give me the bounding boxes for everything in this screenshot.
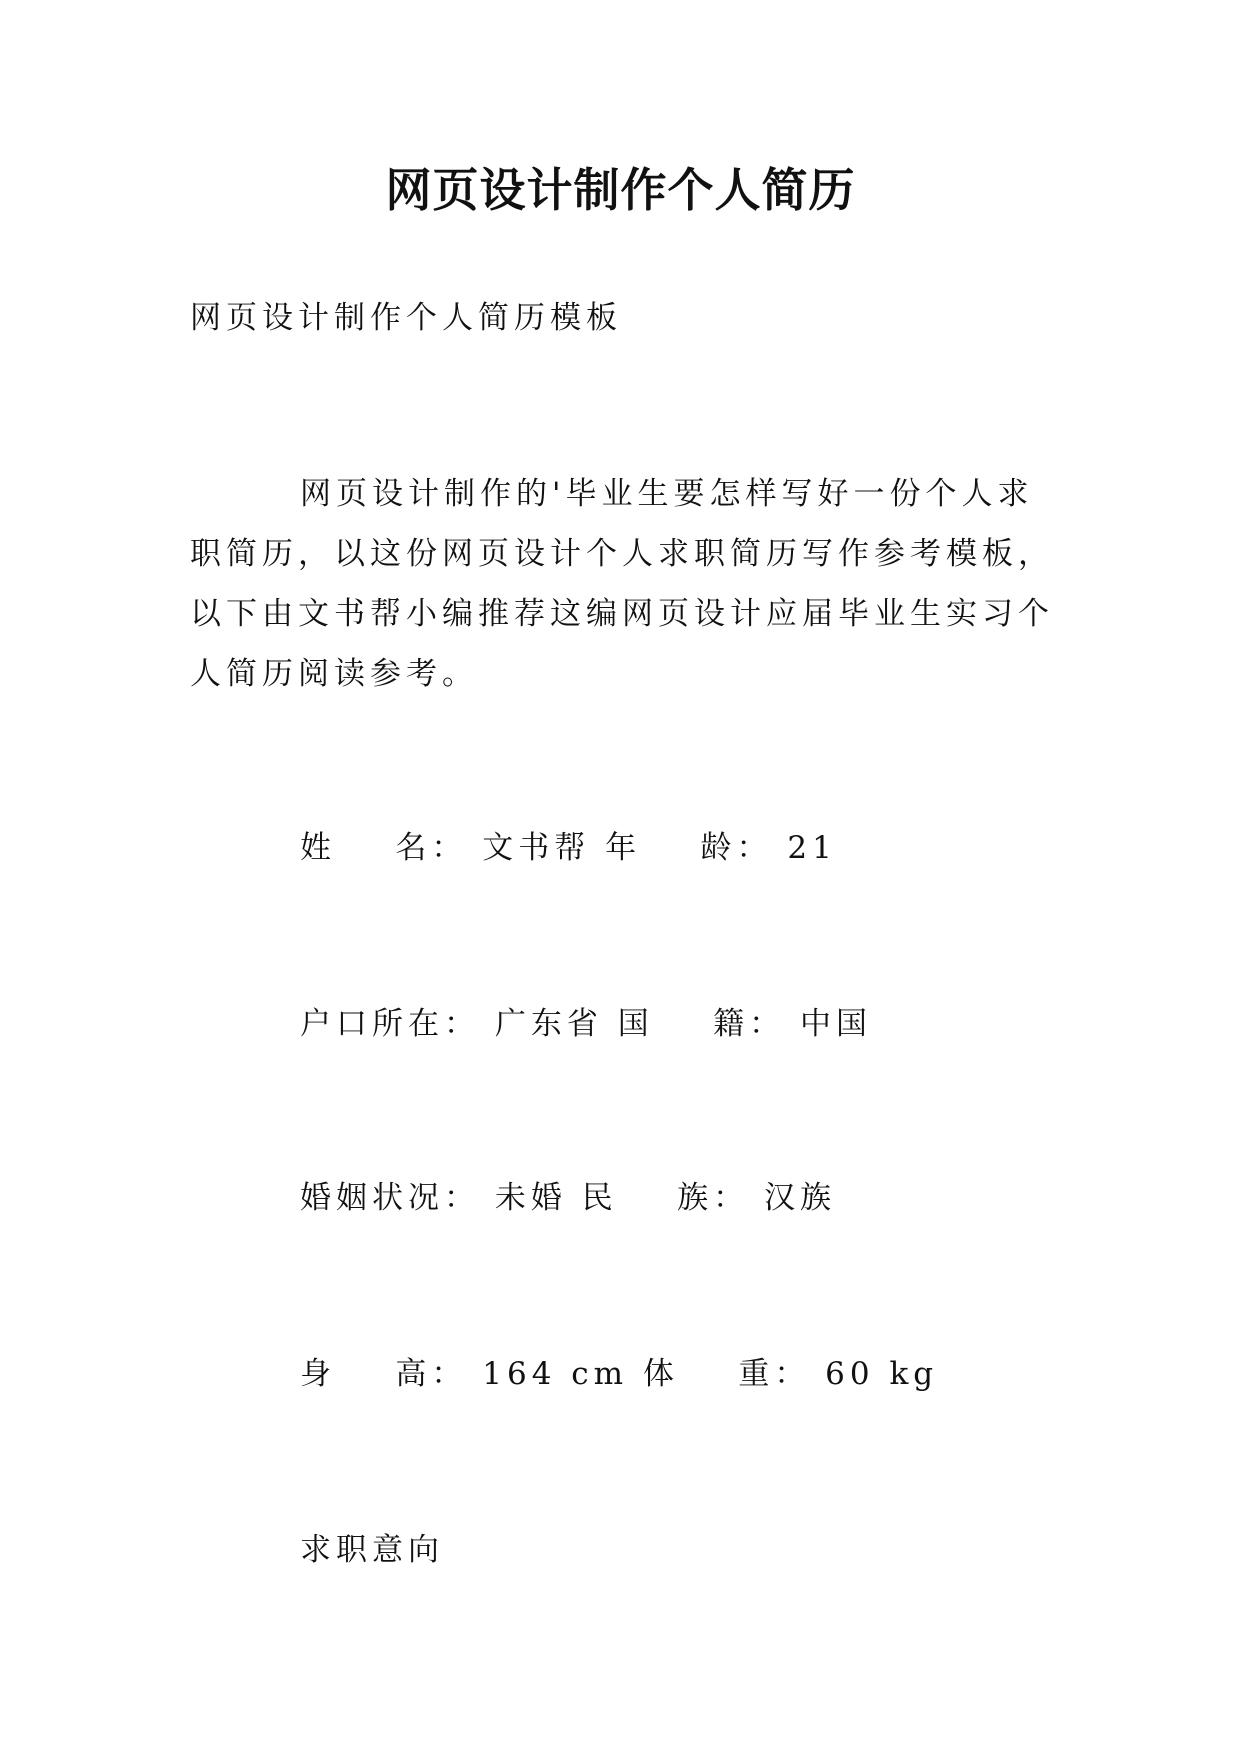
info-line-marital-ethnicity: 婚姻状况： 未婚 民 族： 汉族	[300, 1180, 836, 1216]
info-line-height-weight: 身 高： 164 cm 体 重： 60 kg	[300, 1356, 939, 1392]
document-title: 网页设计制作个人简历	[385, 163, 856, 217]
info-line-name-age: 姓 名： 文书帮 年 龄： 21	[300, 830, 837, 866]
info-line-residence-nationality: 户口所在： 广东省 国 籍： 中国	[300, 1006, 872, 1042]
document-subtitle: 网页设计制作个人简历模板	[190, 300, 622, 336]
section-heading-job-intention: 求职意向	[300, 1532, 444, 1568]
intro-paragraph: 网页设计制作的'毕业生要怎样写好一份个人求职简历，以这份网页设计个人求职简历写作参考模板，以下由文书帮小编推荐这编网页设计应届毕业生实习个人简历阅读参考。	[190, 476, 1054, 692]
